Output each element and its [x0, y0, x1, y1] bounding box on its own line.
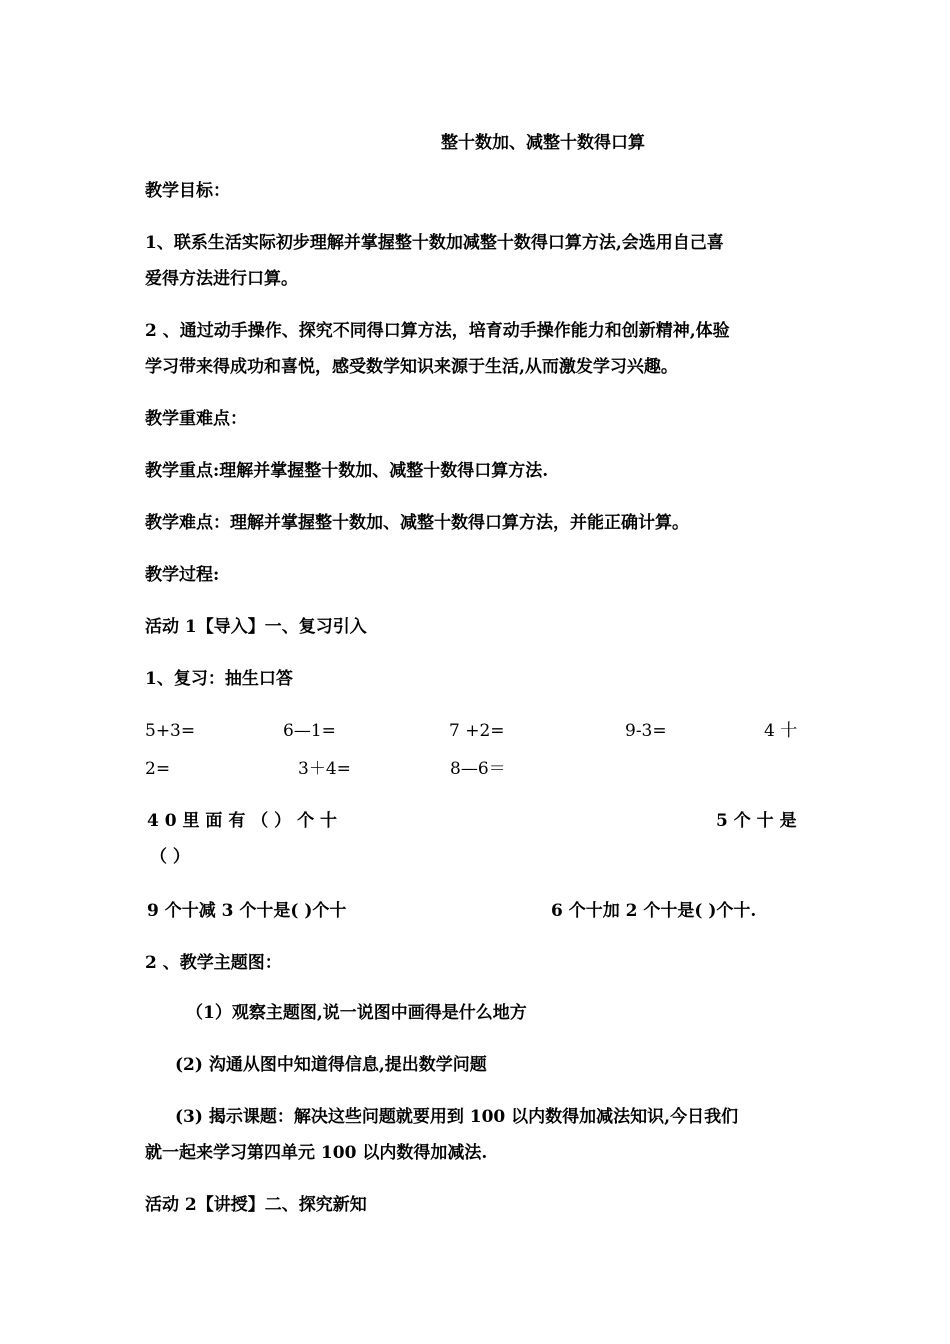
activity-1-heading: 活动 1【导入】一、复习引入	[145, 617, 367, 637]
exercise-item: 7 +2=	[449, 721, 505, 741]
fill-blank-parens: （ ）	[150, 847, 190, 867]
fill-blank-tens: 4 0 里 面 有 （ ） 个 十	[147, 811, 338, 831]
fill-blank-subtract: 9 个十减 3 个十是( )个十	[147, 901, 347, 921]
page-title: 整十数加、减整十数得口算	[441, 133, 645, 153]
fill-blank-five-tens: 5 个 十 是	[716, 811, 797, 831]
theme-item-3-line-1: (3) 揭示课题：解决这些问题就要用到 100 以内数得加减法知识,今日我们	[175, 1107, 739, 1127]
process-heading: 教学过程:	[145, 565, 220, 585]
exercise-item: 5+3=	[145, 721, 196, 741]
review-item: 1、复习：抽生口答	[145, 669, 293, 689]
exercise-item: 2=	[145, 759, 171, 779]
exercise-item: 8—6＝	[450, 759, 506, 779]
theme-item-2: (2) 沟通从图中知道得信息,提出数学问题	[175, 1055, 487, 1075]
exercise-item: 9-3=	[625, 721, 667, 741]
key-point: 教学重点:理解并掌握整十数加、减整十数得口算方法.	[145, 461, 549, 481]
goal-2-line-2: 学习带来得成功和喜悦，感受数学知识来源于生活,从而激发学习兴趣。	[145, 357, 678, 377]
theme-item-3-line-2: 就一起来学习第四单元 100 以内数得加减法.	[145, 1143, 488, 1163]
goal-1-line-2: 爱得方法进行口算。	[145, 269, 298, 289]
goal-1-line-1: 1、联系生活实际初步理解并掌握整十数加减整十数得口算方法,会选用自己喜	[145, 233, 724, 253]
goals-heading: 教学目标：	[145, 181, 230, 201]
goal-2-line-1: 2 、通过动手操作、探究不同得口算方法，培育动手操作能力和创新精神,体验	[145, 321, 730, 341]
exercise-item: 3＋4=	[298, 759, 351, 779]
fill-blank-add: 6 个十加 2 个十是( )个十.	[551, 901, 757, 921]
exercise-item: 6—1=	[283, 721, 336, 741]
exercise-item: 4 十	[764, 721, 798, 741]
theme-item-1: （1）观察主题图,说一说图中画得是什么地方	[186, 1003, 527, 1023]
difficult-point: 教学难点：理解并掌握整十数加、减整十数得口算方法，并能正确计算。	[145, 513, 689, 533]
key-difficult-heading: 教学重难点：	[145, 409, 247, 429]
activity-2-heading: 活动 2【讲授】二、探究新知	[145, 1195, 367, 1215]
theme-heading: 2 、教学主题图：	[145, 953, 282, 973]
